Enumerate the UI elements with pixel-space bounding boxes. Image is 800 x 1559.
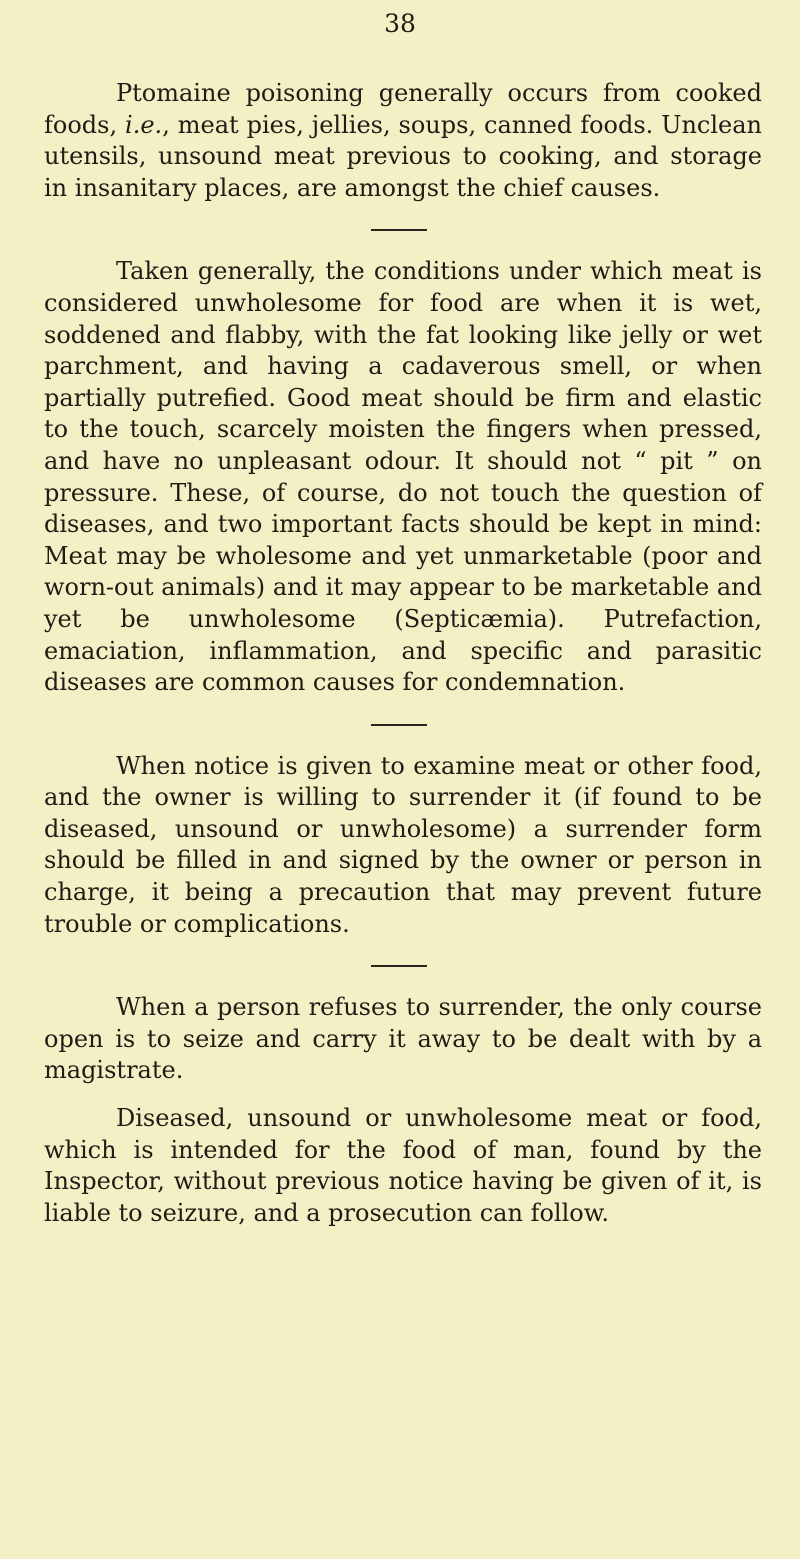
paragraph-gap	[44, 1087, 762, 1103]
paragraph-ptomaine-abbreviation: i.e.	[125, 110, 163, 139]
page-number: 38	[384, 9, 416, 38]
paragraph-ptomaine-start: Ptomaine poisoning generally occurs from cooked foods,	[44, 79, 762, 139]
paragraph-unwholesome-meat: Taken generally, the conditions under which meat is considered unwholesome for food are when it is wet, soddened and flabby, with the fat looking like jelly or wet parchment, and having a cadaverous smell, or when partially putrefied. Good meat should be firm and elastic to the touch, scarcely moisten the fingers when pressed, and have no unpleasant odour. It should not “ pit ” on pressure. These, of course, do not touch the question of diseases, and two important facts should be kept in mind: Meat may be wholesome and yet unmarketable (poor and worn-out animals) and it may appear to be marketable and yet be unwholesome (Septicæmia). Putrefaction, emaciation, inflammation, and specific and parasitic diseases are common causes for condemnation.	[44, 257, 762, 697]
page-body	[44, 78, 762, 1229]
paragraph-ptomaine	[44, 78, 762, 204]
section-divider	[371, 965, 427, 967]
section-divider	[371, 724, 427, 726]
paragraph-refusal: When a person refuses to surrender, the only course open is to seize and carry it away to be dealt with by a magistrate.	[44, 993, 762, 1085]
paragraph-ptomaine-end: , meat pies, jellies, soups, canned foods. Unclean utensils, unsound meat previous to cooking, and storage in insanitary places, are amongst the chief causes.	[44, 110, 763, 202]
paragraph-surrender-form: When notice is given to examine meat or other food, and the owner is willing to surrender it (if found to be diseased, unsound or unwholesome) a surrender form should be filled in and signed by the owner or person in charge, it being a precaution that may prevent future trouble or complications.	[44, 751, 762, 938]
section-divider	[371, 229, 427, 231]
paragraph-seizure: Diseased, unsound or unwholesome meat or food, which is intended for the food of man, found by the Inspector, without previous notice having be given of it, is liable to seizure, and a prosecution can follow.	[44, 1104, 762, 1227]
